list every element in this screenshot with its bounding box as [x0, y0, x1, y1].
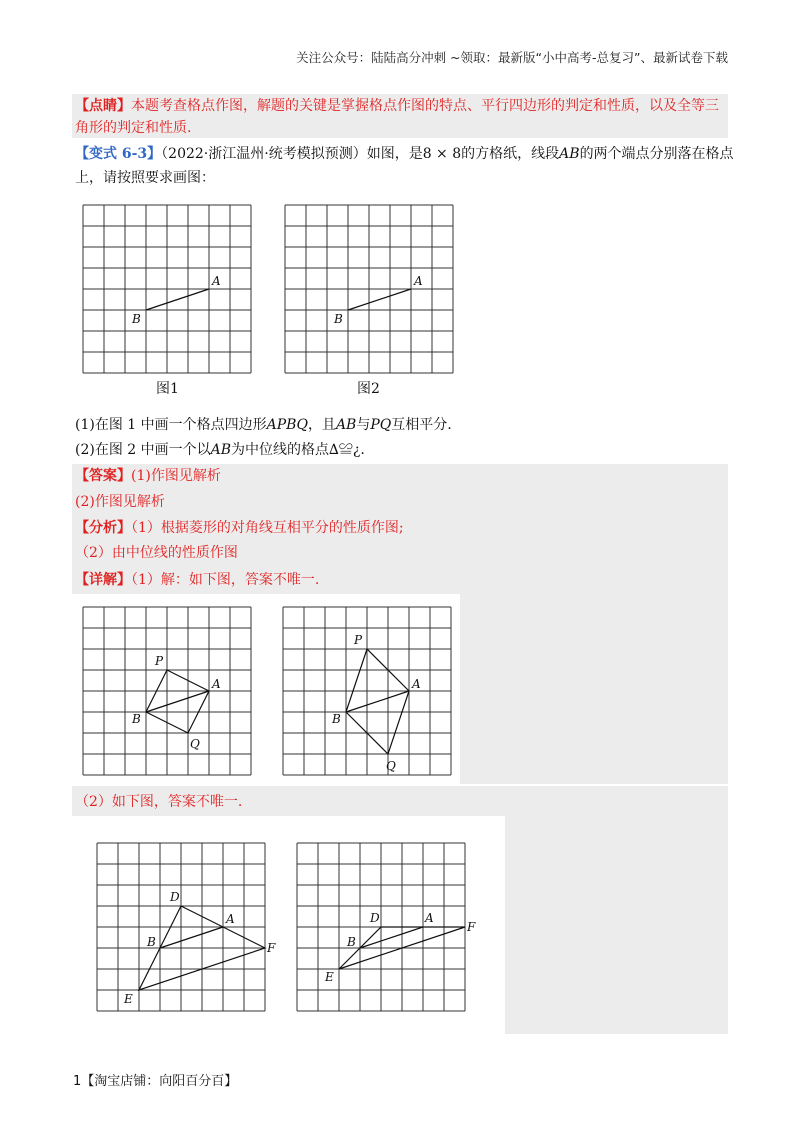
q1-mid: ，且	[307, 417, 336, 433]
figure-2-grid	[280, 200, 460, 380]
label-b: B	[147, 935, 156, 949]
segment-ab	[146, 289, 209, 310]
q1-apbq: APBQ	[266, 417, 308, 433]
label-a: A	[414, 274, 423, 288]
label-a: A	[212, 677, 221, 691]
page-header: 关注公众号：陆陆高分冲刺 ~领取：最新版“小中高考-总复习”、最新试卷下载	[296, 50, 728, 65]
label-e: E	[325, 970, 334, 984]
q1-ab: AB	[335, 417, 357, 433]
segment-ab	[360, 927, 423, 948]
segment-ab	[348, 289, 411, 310]
figure-1-caption: 图1	[156, 381, 179, 397]
analysis-tag: 【分析】	[75, 520, 131, 536]
answer-line-1	[75, 464, 221, 488]
question-2	[75, 438, 365, 462]
label-b: B	[347, 935, 356, 949]
comment-text-1: 本题考查格点作图，解题的关键是掌握格点作图的特点、平行四边形的判定和性质，以及全等三	[131, 98, 719, 114]
analysis-text-1: （1）根据菱形的对角线互相平分的性质作图;	[131, 520, 404, 536]
answer-tag: 【答案】	[75, 468, 131, 484]
solution-right-gray-2	[505, 816, 728, 1034]
label-b: B	[332, 712, 341, 726]
variant-tag: 【变式 6-3】	[75, 146, 162, 162]
label-f: F	[467, 920, 476, 934]
variant-ab: AB	[559, 146, 580, 162]
label-a: A	[425, 911, 434, 925]
label-a: A	[226, 912, 235, 926]
variant-text-b: 的两个端点分别落在格点	[579, 146, 734, 162]
variant-line-2: 上，请按照要求画图：	[75, 170, 215, 186]
solution-figure-2a	[92, 838, 276, 1018]
variant-text-a: 的方格纸，线段	[461, 146, 560, 162]
label-a: A	[412, 677, 421, 691]
solution-figure-1b	[278, 602, 458, 782]
solution-figure-2b	[292, 838, 482, 1018]
comment-line-1	[75, 94, 719, 118]
label-q: Q	[386, 759, 396, 773]
label-q: Q	[190, 737, 200, 751]
label-f: F	[267, 941, 276, 955]
detail-line-1	[75, 568, 319, 592]
label-d: D	[370, 911, 380, 925]
label-d: D	[170, 890, 180, 904]
detail-tag: 【详解】	[75, 572, 131, 588]
q2-garble: ∆≌¿.	[329, 442, 365, 458]
label-e: E	[124, 992, 133, 1006]
q1-suffix: 互相平分.	[391, 417, 452, 433]
label-b: B	[334, 312, 343, 326]
label-p: P	[155, 654, 164, 668]
figure-2-caption: 图2	[357, 381, 380, 397]
label-b: B	[132, 312, 141, 326]
label-b: B	[132, 712, 141, 726]
variant-line-1	[75, 142, 734, 166]
label-p: P	[354, 633, 363, 647]
q1-and: 与	[356, 417, 371, 433]
page-footer: 1【淘宝店铺：向阳百分百】	[73, 1074, 238, 1089]
q1-pq: PQ	[370, 417, 392, 433]
analysis-line-1	[75, 516, 404, 540]
q1-prefix: (1)在图 1 中画一个格点四边形	[75, 417, 267, 433]
question-1	[75, 413, 452, 437]
solution-right-gray-1	[460, 594, 728, 784]
figure-1-grid	[78, 200, 258, 380]
q2-suffix: 为中位线的格点	[231, 442, 330, 458]
segment-ab	[346, 691, 409, 712]
label-a: A	[212, 274, 221, 288]
variant-grid-size: 8 × 8	[422, 146, 462, 162]
comment-tag: 【点睛】	[75, 98, 131, 114]
analysis-line-2: （2）由中位线的性质作图	[75, 545, 238, 561]
answer-line-2: (2)作图见解析	[75, 494, 165, 510]
detail-line-2: （2）如下图，答案不唯一.	[75, 794, 243, 810]
detail-text-1: （1）解：如下图，答案不唯一.	[131, 572, 320, 588]
q2-ab: AB	[210, 442, 232, 458]
solution-figure-1a	[78, 602, 258, 782]
variant-source: （2022·浙江温州·统考模拟预测）如图，是	[161, 146, 423, 162]
comment-line-2: 角形的判定和性质.	[75, 120, 192, 136]
q2-prefix: (2)在图 2 中画一个以	[75, 442, 211, 458]
answer-text-1: (1)作图见解析	[131, 468, 221, 484]
